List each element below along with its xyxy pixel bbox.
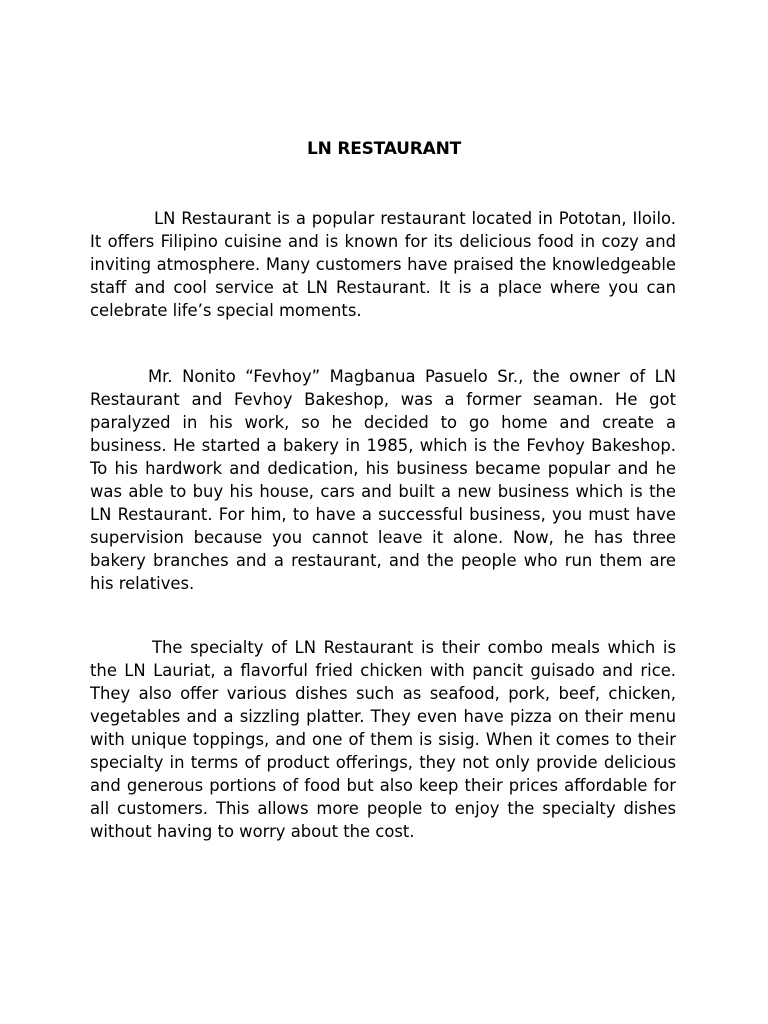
paragraph-intro: LN Restaurant is a popular restaurant located in Pototan, Iloilo. It offers Filipino cuisine and is known for its delicious food in cozy and inviting atmosphere. Many customers have praised the knowledgeable staff and cool service at LN Restaurant. It is a place where you can celebrate life’s special moments. [90,209,676,320]
paragraph-specialty: The specialty of LN Restaurant is their combo meals which is the LN Lauriat, a flavorful fried chicken with pancit guisado and rice. They also offer various dishes such as seafood, pork, beef, chicken, vegetables and a sizzling platter. They even have pizza on their menu with unique toppings, and one of them is sisig. When it comes to their specialty in terms of product offerings, they not only provide delicious and generous portions of food but also keep their prices affordable for all customers. This allows more people to enjoy the specialty dishes without having to worry about the cost. [90,638,676,841]
document-title: LN RESTAURANT [306,139,462,159]
paragraph-owner: Mr. Nonito “Fevhoy” Magbanua Pasuelo Sr., the owner of LN Restaurant and Fevhoy Bakeshop, was a former seaman. He got paralyzed in his work, so he decided to go home and create a business. He started a bakery in 1985, which is the Fevhoy Bakeshop. To his hardwork and dedication, his business became popular and he was able to buy his house, cars and built a new business which is the LN Restaurant. For him, to have a successful business, you must have supervision because you cannot leave it alone. Now, he has three bakery branches and a restaurant, and the people who run them are his relatives. [90,367,676,593]
